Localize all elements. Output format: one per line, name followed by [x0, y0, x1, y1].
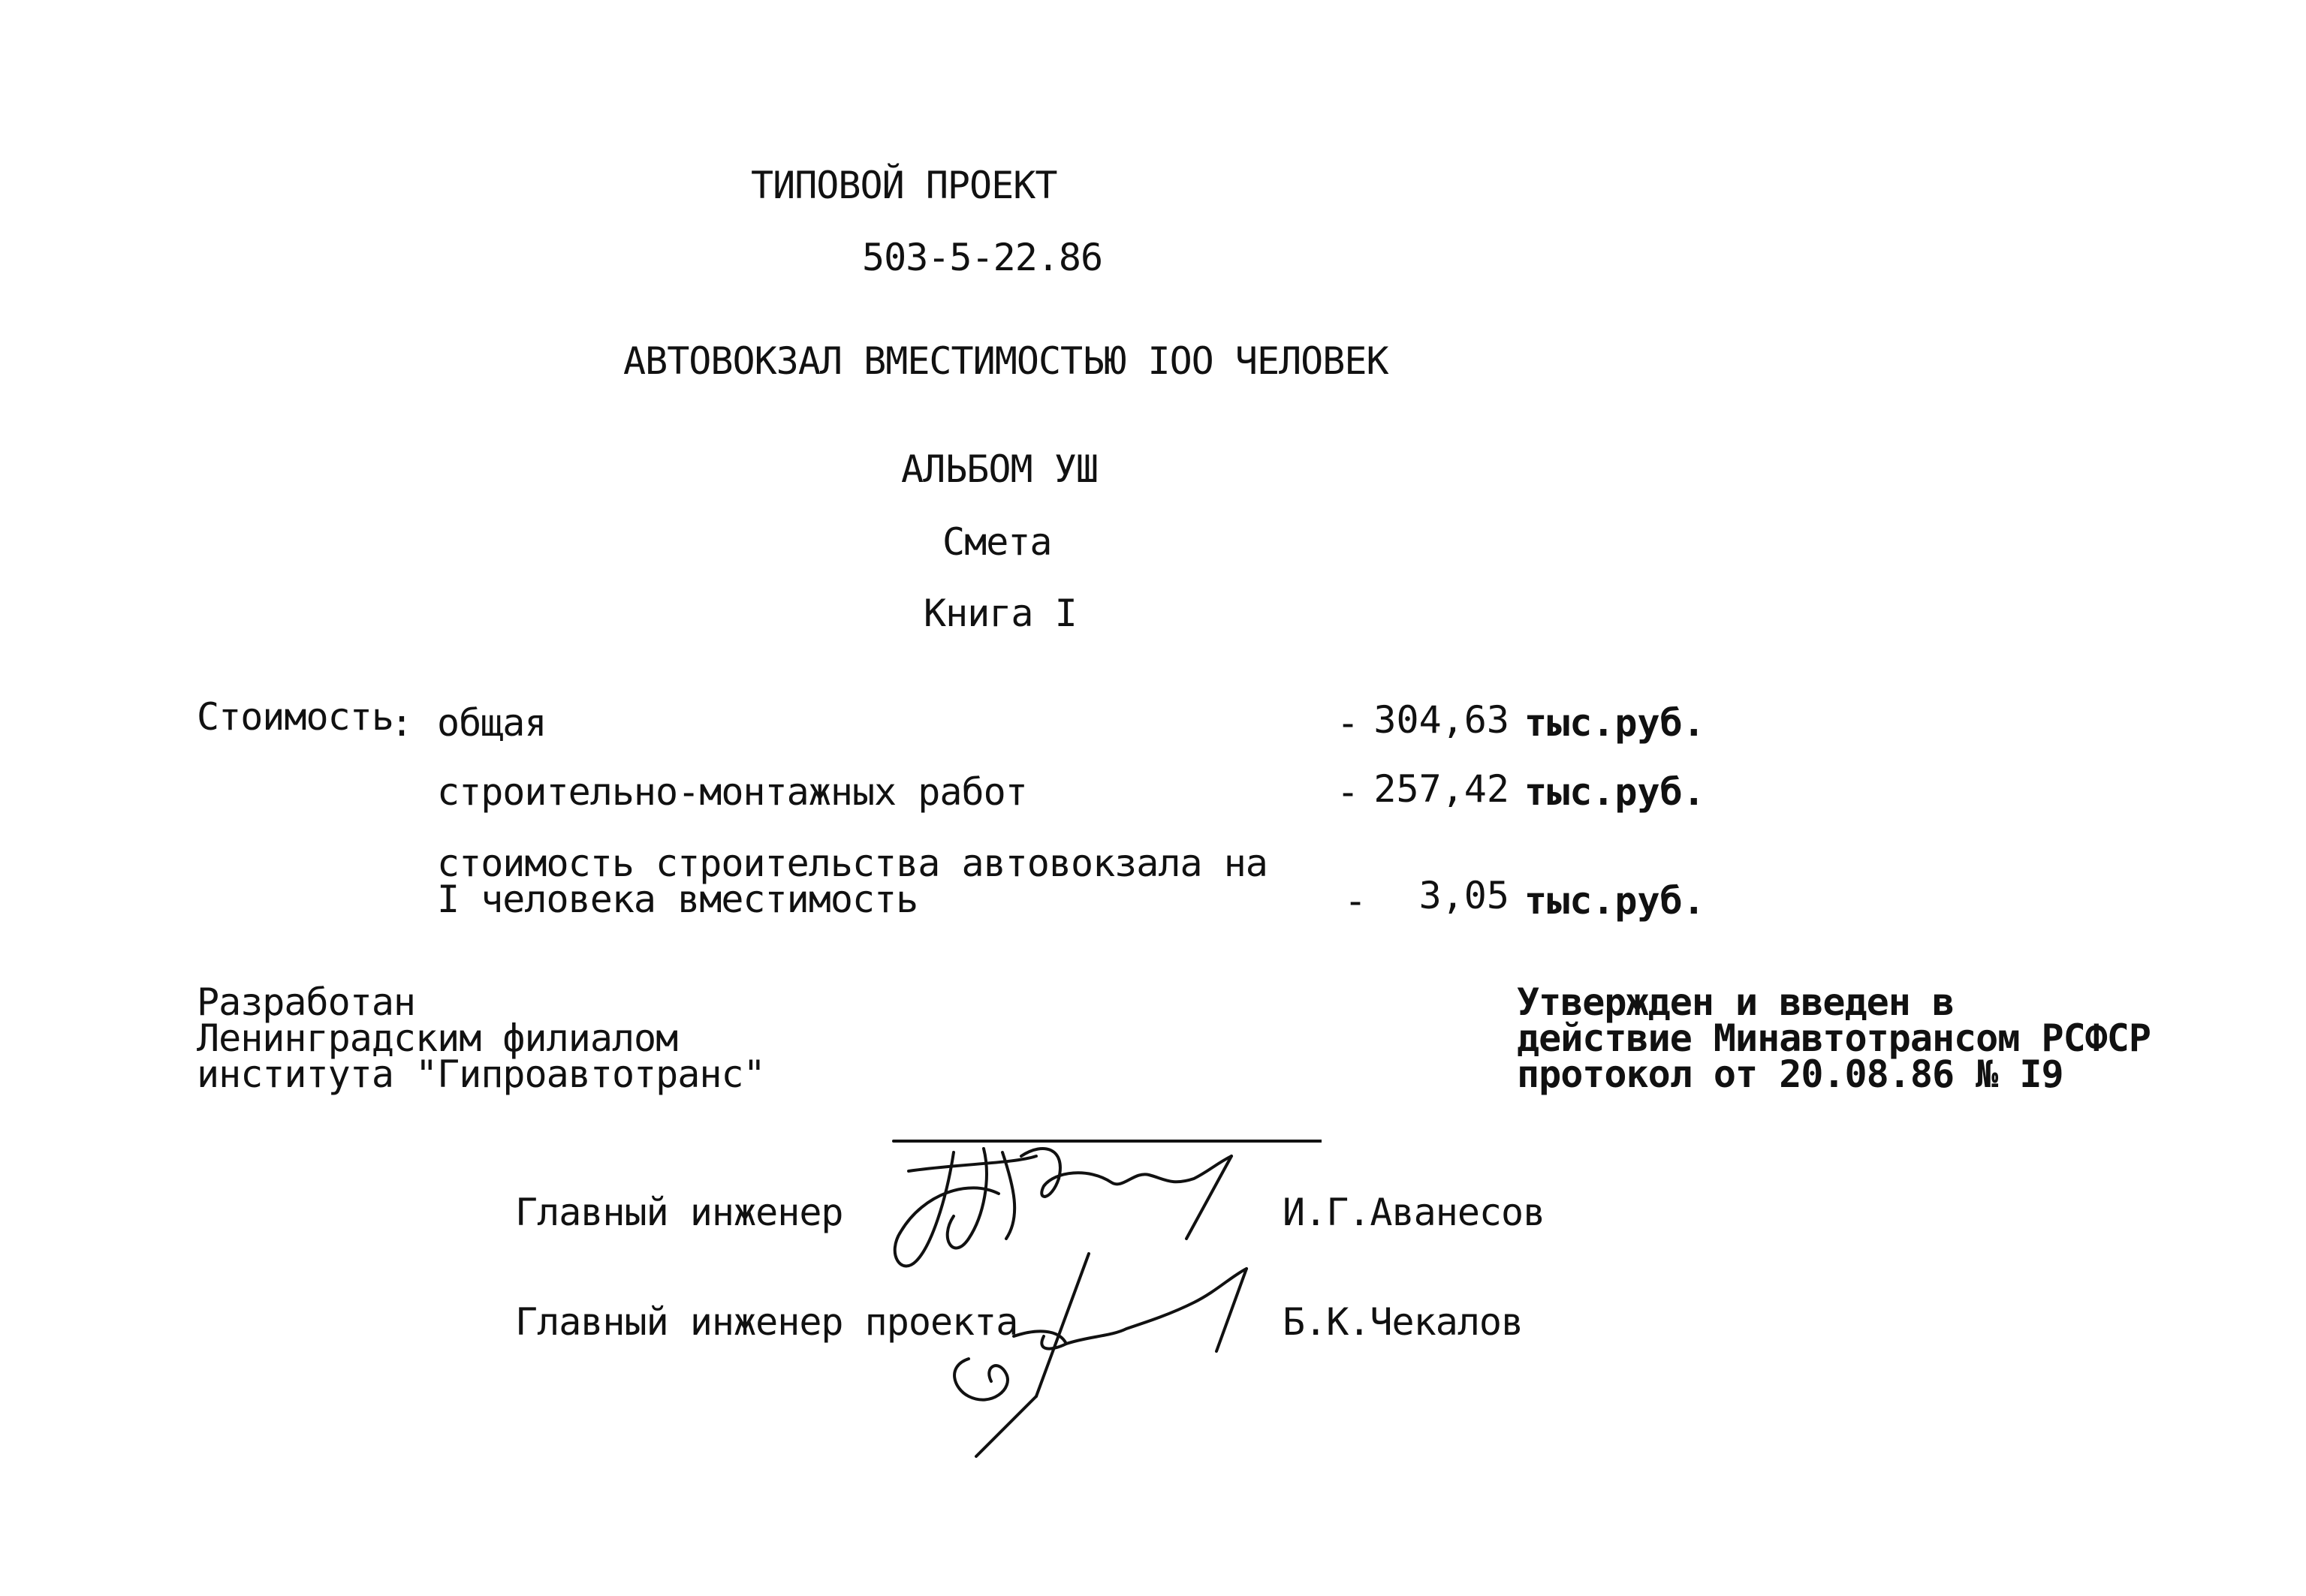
section-label: Смета — [942, 520, 1052, 564]
cost-row-per-person-name-line1: стоимость строительства автовокзала на — [437, 842, 1268, 885]
approval-line-2: действие Минавтотрансом РСФСР — [1517, 1016, 2151, 1060]
signature-name-chief-project-engineer: Б.К.Чекалов — [1283, 1300, 1524, 1344]
cost-row-total-name: общая — [437, 701, 547, 745]
signature-role-chief-engineer: Главный инженер — [515, 1191, 843, 1234]
signature-role-chief-project-engineer: Главный инженер проекта — [515, 1300, 1018, 1344]
album-label: АЛЬБОМ УШ — [901, 447, 1098, 491]
developer-line-1: Разработан — [197, 980, 416, 1024]
project-title: АВТОВОКЗАЛ ВМЕСТИМОСТЬЮ IOO ЧЕЛОВЕК — [623, 339, 1388, 383]
handwritten-signatures — [841, 1111, 1322, 1471]
cost-row-construction-unit: тыс.руб. — [1524, 770, 1705, 814]
cost-row-per-person-name-line2: I человека вместимость — [437, 878, 918, 921]
cost-label: Стоимость — [197, 695, 393, 739]
cost-row-construction-name: строительно-монтажных работ — [437, 770, 1027, 814]
cost-row-total-unit: тыс.руб. — [1524, 701, 1705, 745]
cost-row-per-person-unit: тыс.руб. — [1524, 879, 1705, 923]
cost-colon: : — [390, 701, 413, 745]
project-code: 503-5-22.86 — [862, 236, 1103, 279]
doc-type-heading: ТИПОВОЙ ПРОЕКТ — [751, 164, 1057, 207]
cost-row-total-value: 304,63 — [1373, 698, 1509, 742]
developer-line-3: института "Гипроавтотранс" — [197, 1052, 765, 1096]
approval-line-3: протокол от 20.08.86 № I9 — [1517, 1052, 2063, 1096]
cost-row-per-person-dash: - — [1344, 879, 1367, 923]
book-label: Книга I — [924, 592, 1077, 635]
cost-row-total-dash: - — [1337, 701, 1360, 745]
approval-line-1: Утвержден и введен в — [1517, 980, 1955, 1024]
cost-row-construction-dash: - — [1337, 770, 1360, 814]
signature-name-chief-engineer: И.Г.Аванесов — [1283, 1191, 1545, 1234]
cost-row-per-person-value: 3,05 — [1418, 874, 1509, 917]
developer-line-2: Ленинградским филиалом — [197, 1016, 678, 1060]
cost-row-construction-value: 257,42 — [1373, 767, 1509, 811]
